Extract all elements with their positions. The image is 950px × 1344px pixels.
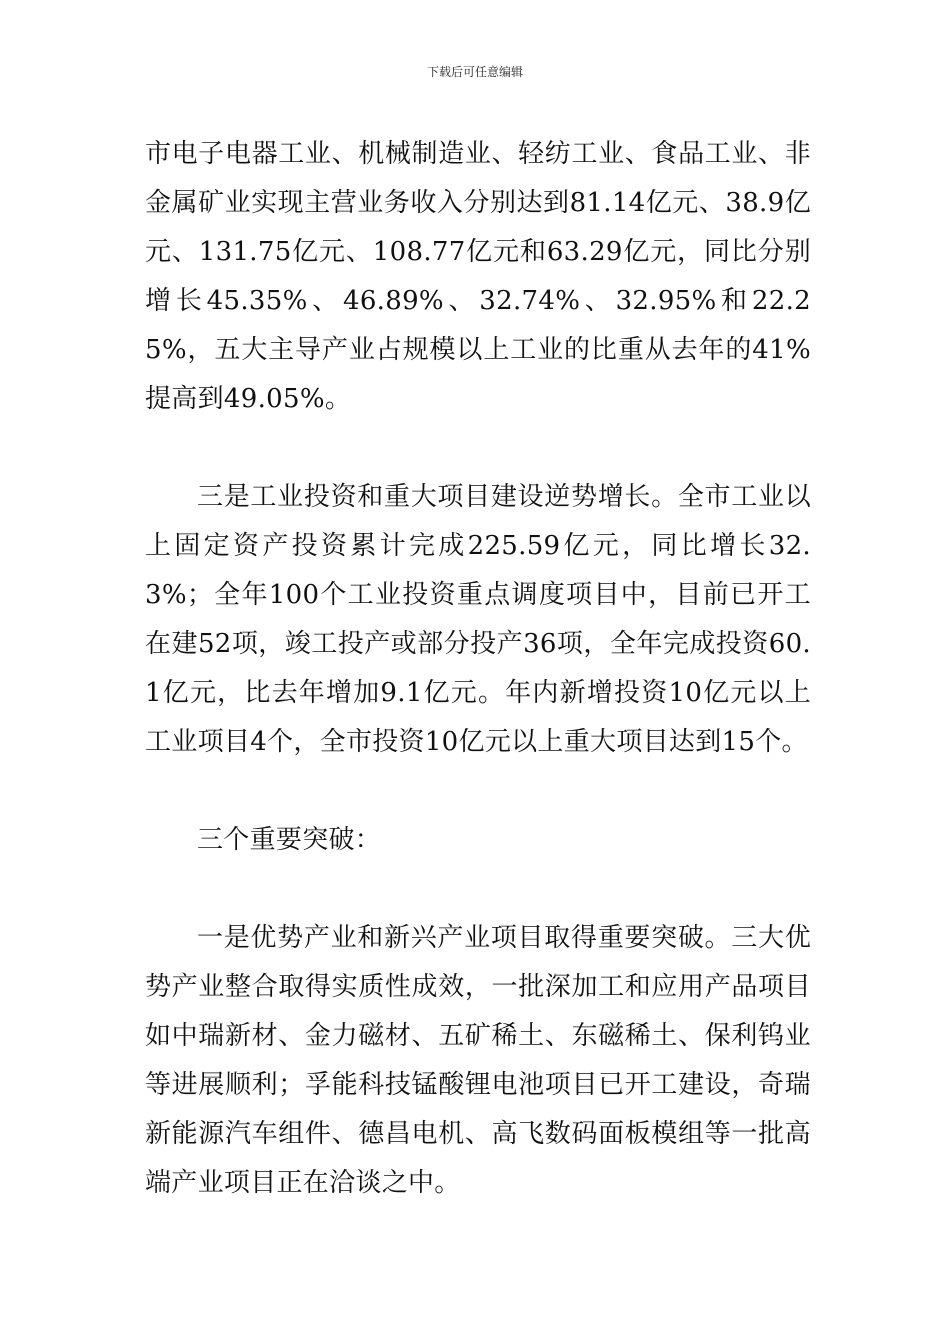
page-header: 下载后可任意编辑: [426, 65, 523, 79]
paragraph-industry-revenue: 市电子电器工业、机械制造业、轻纺工业、食品工业、非金属矿业实现主营业务收入分别达到81.14亿元、38.9亿元、131.75亿元、108.77亿元和63.29亿元，同比分别增长45.35%、46.89%、32.74%、32.95%和22.25%，五大主导产业占规模以上工业的比重从去年的41%提高到49.05%。: [145, 139, 811, 414]
paragraph-gap: [145, 424, 811, 473]
paragraph-gap: [145, 865, 811, 914]
paragraph-gap: [145, 767, 811, 816]
document-body: [145, 130, 811, 1208]
paragraph-industrial-investment: 三是工业投资和重大项目建设逆势增长。全市工业以上固定资产投资累计完成225.59亿元，同比增长32.3%；全年100个工业投资重点调度项目中，目前已开工在建52项，竣工投产或部分投产36项，全年完成投资60.1亿元，比去年增加9.1亿元。年内新增投资10亿元以上工业项目4个，全市投资10亿元以上重大项目达到15个。: [145, 482, 811, 757]
paragraph-three-breakthroughs-heading: 三个重要突破：: [197, 825, 382, 855]
paragraph-advantage-industries: 一是优势产业和新兴产业项目取得重要突破。三大优势产业整合取得实质性成效，一批深加工和应用产品项目如中瑞新材、金力磁材、五矿稀土、东磁稀土、保利钨业等进展顺利；孚能科技锰酸锂电池项目已开工建设，奇瑞新能源汽车组件、德昌电机、高飞数码面板模组等一批高端产业项目正在洽谈之中。: [145, 923, 811, 1198]
